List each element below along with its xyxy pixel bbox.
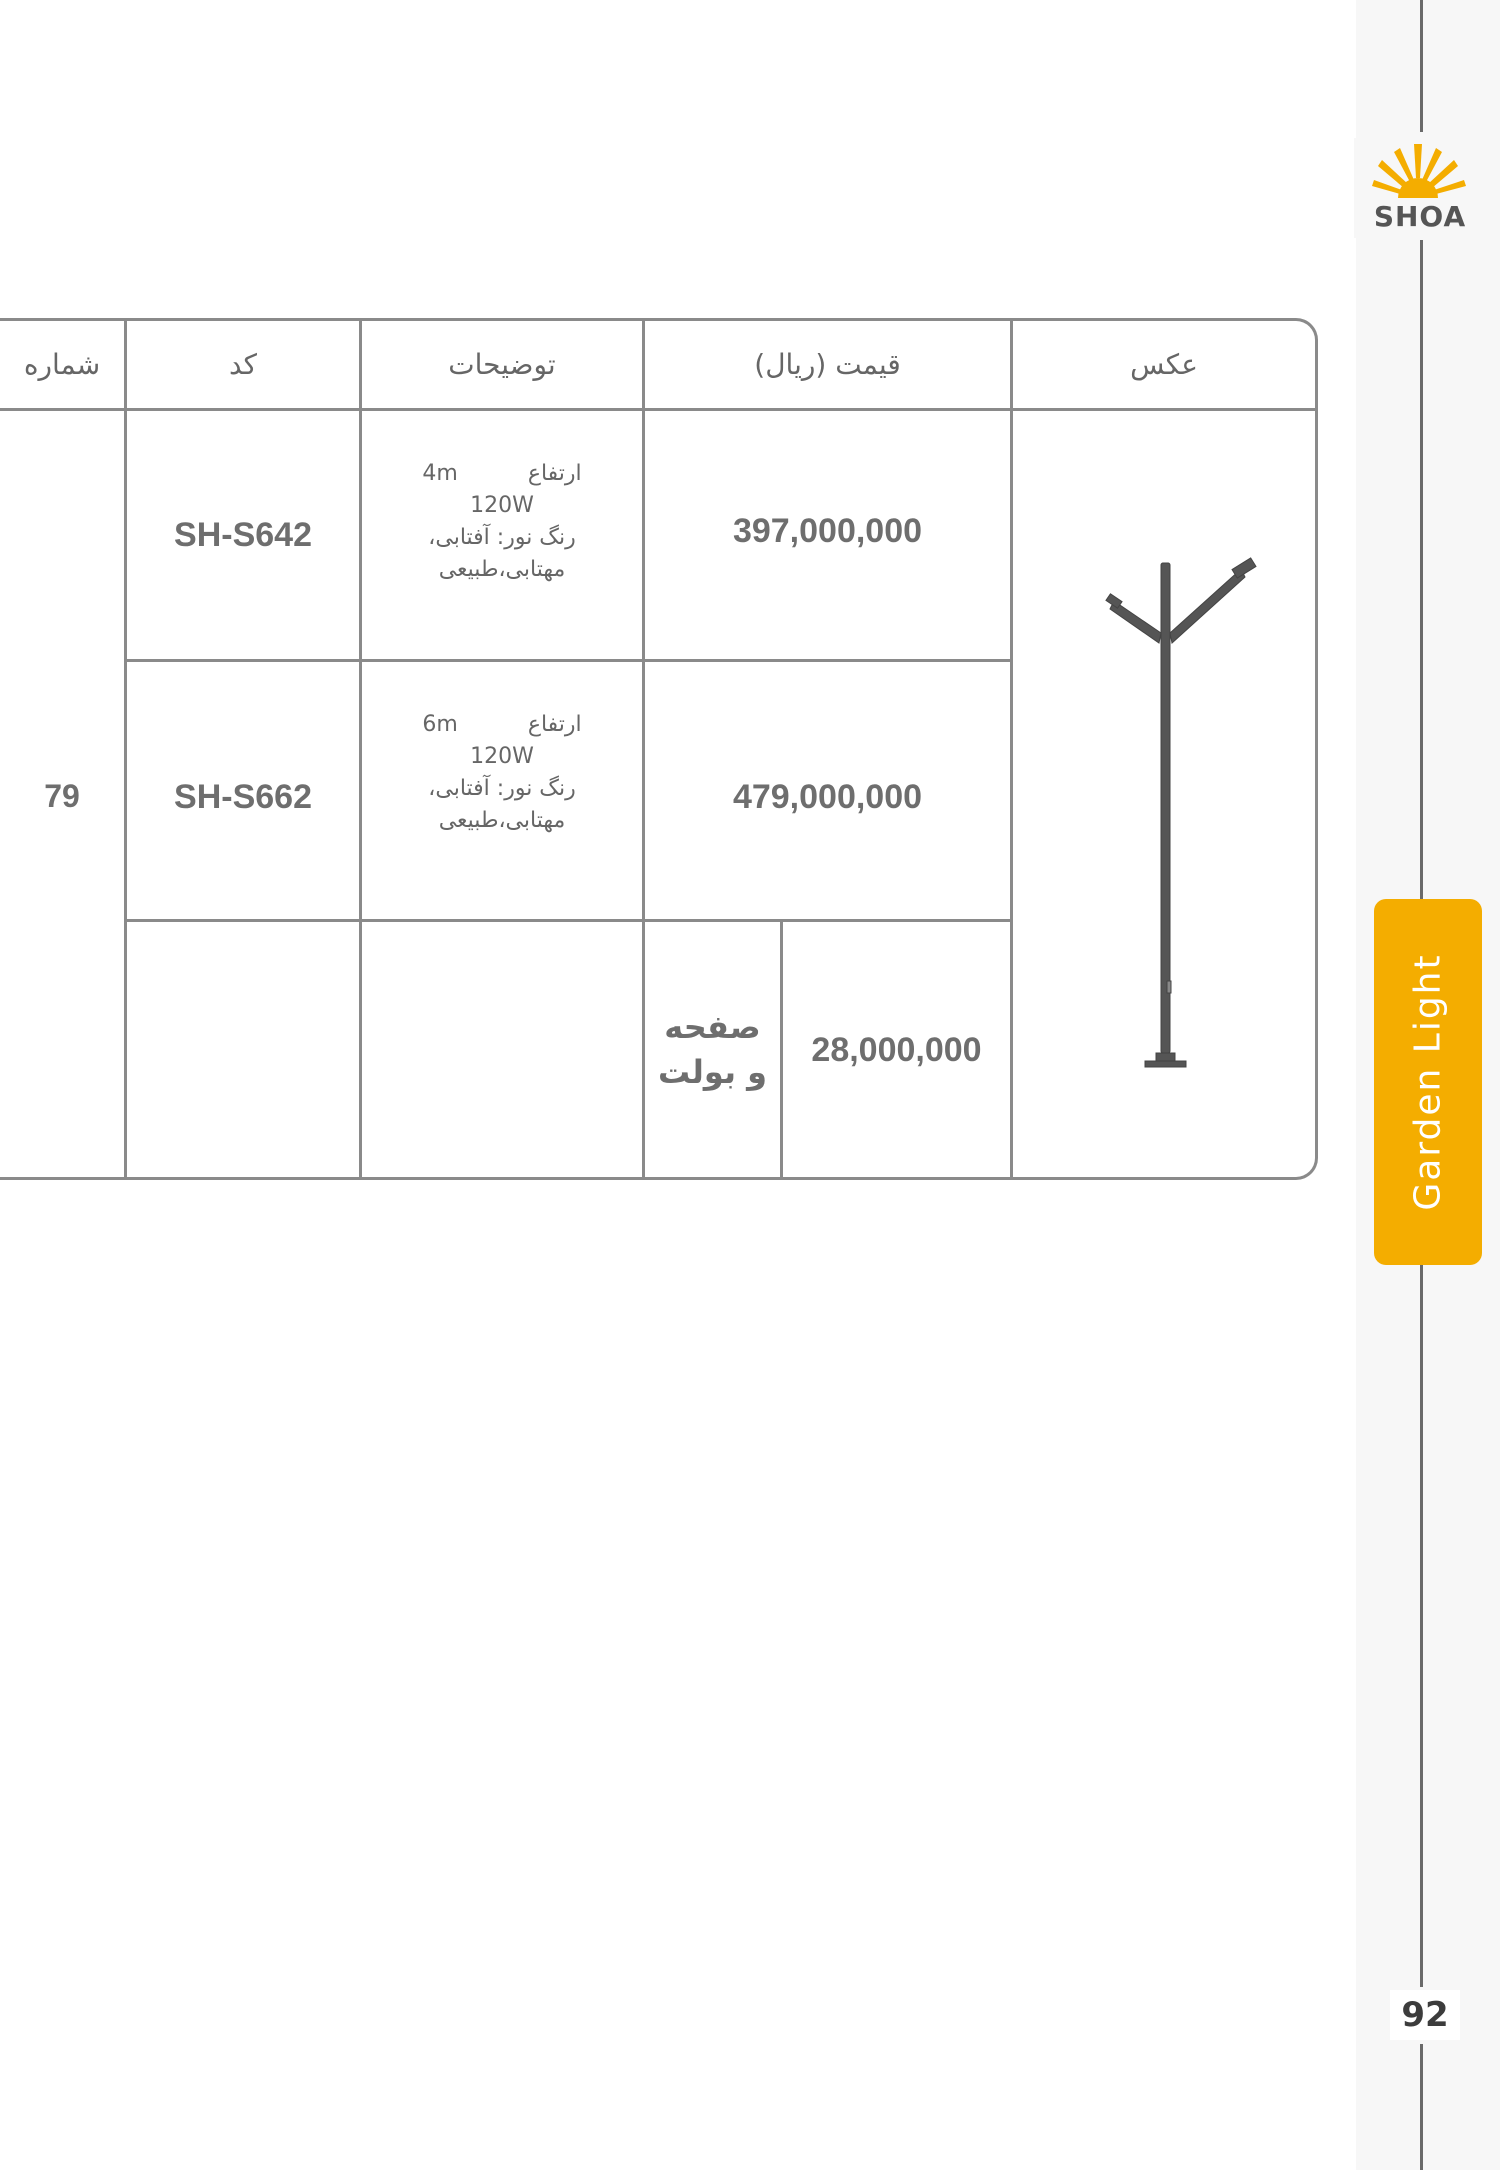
height-label: ارتفاع — [527, 712, 582, 738]
row-2-code: SH-S662 — [174, 777, 312, 816]
header-price: قیمت (ریال) — [754, 347, 901, 381]
category-tab[interactable] — [1374, 899, 1482, 1265]
side-divider-line — [1420, 0, 1423, 132]
page-number: 92 — [1390, 1990, 1460, 2040]
height-line — [422, 709, 581, 741]
height-value: 4m — [422, 461, 458, 487]
header-description: توضیحات — [448, 347, 556, 381]
extra-label-line: صفحه — [664, 1008, 761, 1047]
group-number: 79 — [44, 777, 80, 814]
extra-item-price: 28,000,000 — [811, 1030, 982, 1069]
row-1-price: 397,000,000 — [732, 511, 923, 550]
height-line — [422, 458, 581, 490]
power-value: 120W — [470, 744, 534, 770]
header-photo: عکس — [1130, 347, 1198, 381]
extra-item-label — [645, 922, 780, 1178]
shoa-logo — [1354, 138, 1486, 238]
product-photo-cell — [1013, 411, 1316, 1178]
light-color-line: رنگ نور: آفتابی، — [428, 776, 576, 801]
row-2-price: 479,000,000 — [732, 777, 923, 816]
light-color-line: مهتابی،طبیعی — [438, 807, 566, 833]
light-color-line: رنگ نور: آفتابی، — [428, 525, 576, 550]
sun-icon — [1354, 138, 1486, 202]
row-1-description — [362, 411, 642, 633]
light-color-line: مهتابی،طبیعی — [438, 556, 566, 582]
side-divider-line — [1420, 2044, 1423, 2170]
row-1-code: SH-S642 — [174, 515, 312, 554]
side-divider-line — [1420, 1265, 1423, 1987]
side-divider-line — [1420, 240, 1423, 899]
height-label: ارتفاع — [527, 461, 582, 487]
row-2-description — [362, 662, 642, 884]
height-value: 6m — [422, 712, 458, 738]
garden-light-pole-icon — [1013, 411, 1316, 1178]
category-tab-label: Garden Light — [1407, 953, 1449, 1211]
header-code: کد — [228, 347, 258, 381]
header-number: شماره — [23, 347, 101, 381]
power-value: 120W — [470, 493, 534, 519]
extra-label-line: و بولت — [658, 1053, 767, 1091]
logo-text: SHOA — [1373, 200, 1467, 233]
